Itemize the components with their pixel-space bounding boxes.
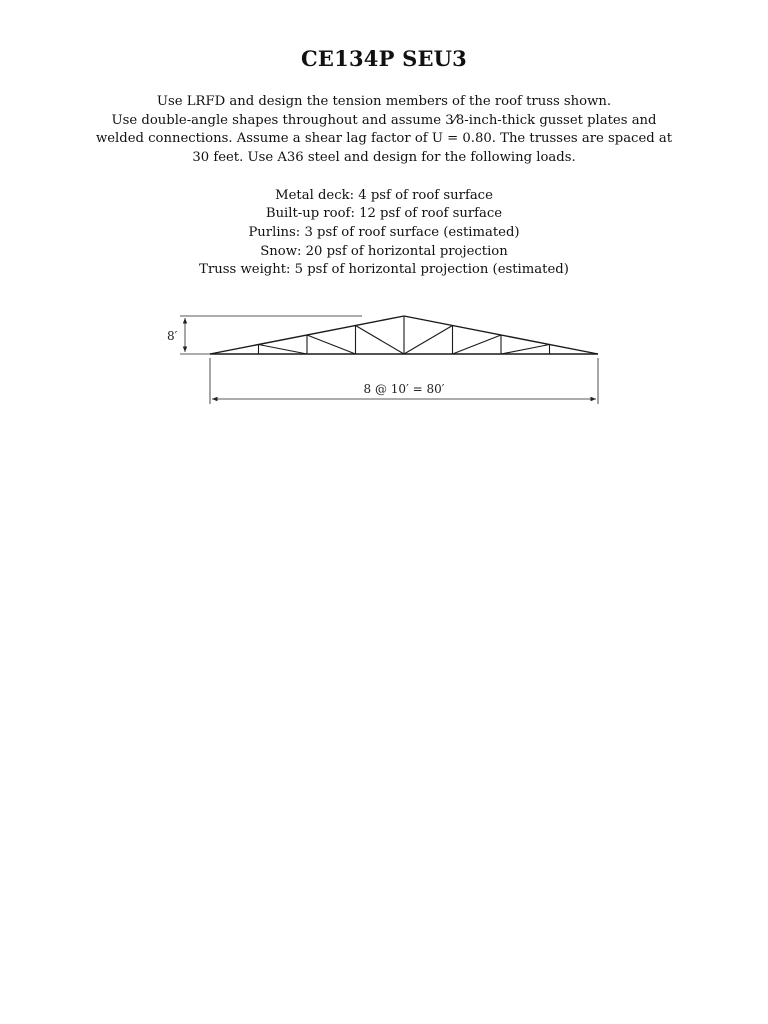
load-line-truss-weight: Truss weight: 5 psf of horizontal projection (estimated) <box>199 262 569 278</box>
diagonal-member-left-2 <box>307 335 356 354</box>
problem-statement <box>84 93 684 280</box>
height-label: 8′ <box>167 329 178 343</box>
diagonal-member-right-5 <box>404 326 453 355</box>
page-title: CE134P SEU3 <box>301 46 467 71</box>
diagonal-member-left-3 <box>356 326 405 355</box>
diagonal-member-right-6 <box>453 335 502 354</box>
roof-truss-figure <box>150 300 620 415</box>
span-label: 8 @ 10′ = 80′ <box>363 382 445 396</box>
diagonal-member-right-7 <box>501 345 550 355</box>
load-line-snow: Snow: 20 psf of horizontal projection <box>260 243 508 259</box>
intro-line-1: Use LRFD and design the tension members of the roof truss shown. <box>156 94 612 109</box>
paragraph-gap <box>84 168 684 187</box>
load-line-purlins: Purlins: 3 psf of roof surface (estimated) <box>248 224 520 240</box>
intro-line-4: 30 feet. Use A36 steel and design for the following loads. <box>192 150 576 166</box>
intro-line-2: Use double-angle shapes throughout and assume 3⁄8-inch-thick gusset plates and <box>111 112 657 128</box>
diagonal-member-left-1 <box>259 345 308 355</box>
truss-dimensions <box>167 316 598 404</box>
roof-truss-diagram <box>150 300 620 415</box>
intro-line-3: welded connections. Assume a shear lag factor of U = 0.80. The trusses are spaced at <box>95 131 673 147</box>
load-line-built-up-roof: Built-up roof: 12 psf of roof surface <box>265 206 503 222</box>
load-line-metal-deck: Metal deck: 4 psf of roof surface <box>275 187 493 203</box>
truss-members <box>210 316 598 354</box>
